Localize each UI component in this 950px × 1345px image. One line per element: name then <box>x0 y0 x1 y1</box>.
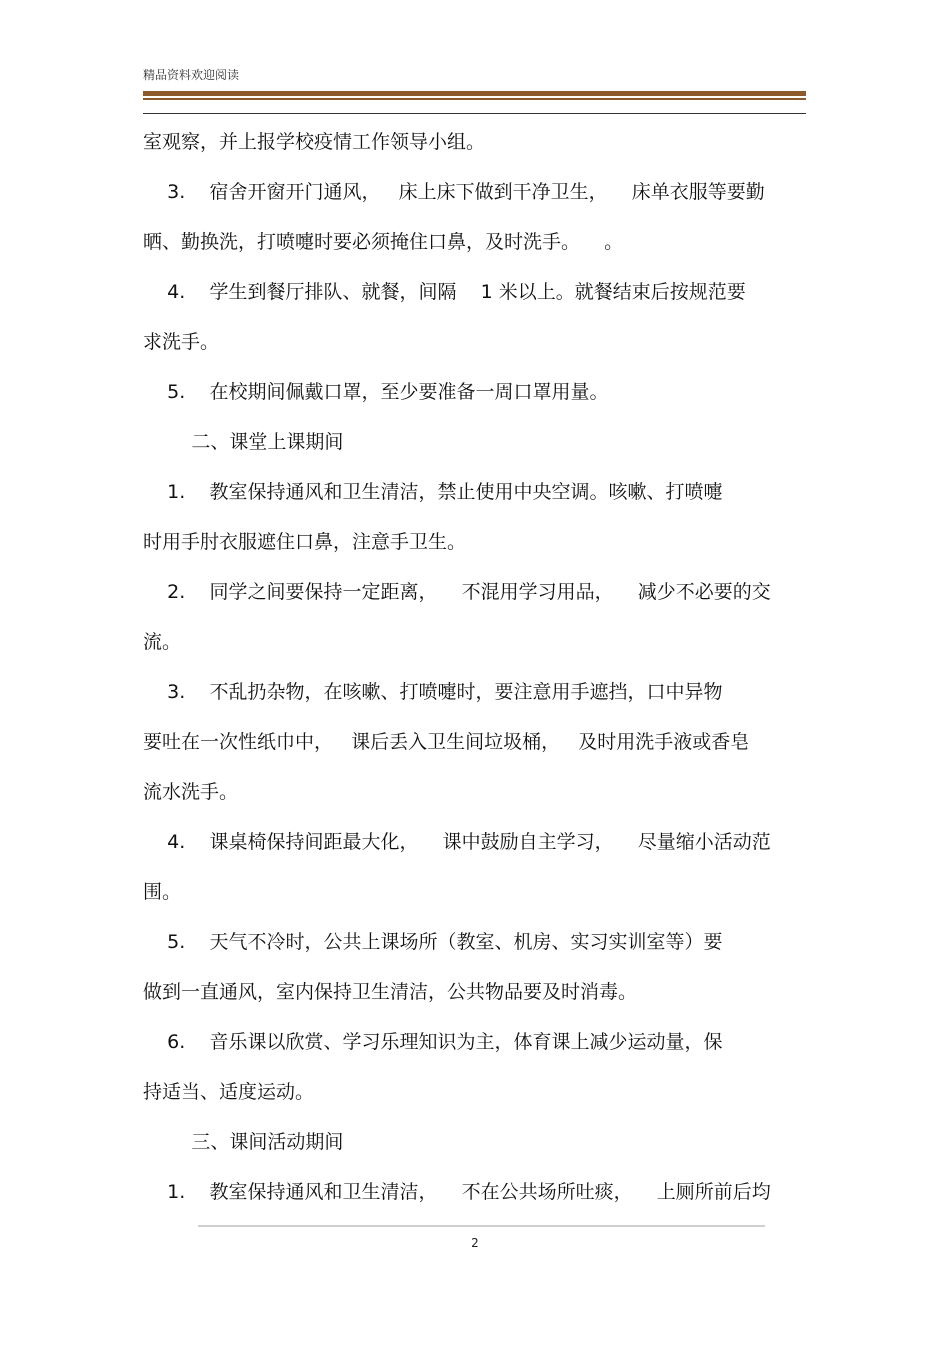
text-line: 持适当、适度运动。 <box>143 1081 315 1103</box>
text-line: 2. 同学之间要保持一定距离， 不混用学习用品， 减少不必要的交 <box>143 581 771 603</box>
text-line: 1. 教室保持通风和卫生清洁， 不在公共场所吐痰， 上厕所前后均 <box>143 1181 771 1203</box>
text-line: 时用手肘衣服遮住口鼻，注意手卫生。 <box>143 531 467 553</box>
text-line: 5. 在校期间佩戴口罩，至少要准备一周口罩用量。 <box>143 381 609 403</box>
text-line: 3. 宿舍开窗开门通风， 床上床下做到干净卫生， 床单衣服等要勤 <box>143 181 765 203</box>
text-line: 晒、勤换洗，打喷嚏时要必须掩住口鼻，及时洗手。 。 <box>143 231 624 253</box>
text-line: 流水洗手。 <box>143 781 239 803</box>
text-line: 围。 <box>143 881 182 903</box>
header-rule-thick <box>143 91 806 96</box>
header-rule-line <box>143 113 806 114</box>
text-line: 4. 课桌椅保持间距最大化， 课中鼓励自主学习， 尽量缩小活动范 <box>143 831 771 853</box>
text-line: 6. 音乐课以欣赏、学习乐理知识为主，体育课上减少运动量，保 <box>143 1031 723 1053</box>
section-heading: 二、课堂上课期间 <box>143 431 344 453</box>
text-line: 室观察，并上报学校疫情工作领导小组。 <box>143 131 486 153</box>
page-number: 2 <box>471 1236 479 1250</box>
header-rule-thin <box>143 98 806 100</box>
section-heading: 三、课间活动期间 <box>143 1131 344 1153</box>
text-line: 5. 天气不冷时，公共上课场所（教室、机房、实习实训室等）要 <box>143 931 723 953</box>
page-header: 精品资料欢迎阅读 <box>143 68 240 82</box>
footer-rule <box>198 1225 765 1227</box>
text-line: 4. 学生到餐厅排队、就餐，间隔 1 米以上。就餐结束后按规范要 <box>143 281 746 303</box>
text-line: 求洗手。 <box>143 331 220 353</box>
text-line: 3. 不乱扔杂物，在咳嗽、打喷嚏时，要注意用手遮挡，口中异物 <box>143 681 723 703</box>
text-line: 做到一直通风，室内保持卫生清洁，公共物品要及时消毒。 <box>143 981 638 1003</box>
text-line: 要吐在一次性纸巾中， 课后丢入卫生间垃圾桶， 及时用洗手液或香皂 <box>143 731 750 753</box>
text-line: 1. 教室保持通风和卫生清洁，禁止使用中央空调。咳嗽、打喷嚏 <box>143 481 723 503</box>
text-line: 流。 <box>143 631 182 653</box>
